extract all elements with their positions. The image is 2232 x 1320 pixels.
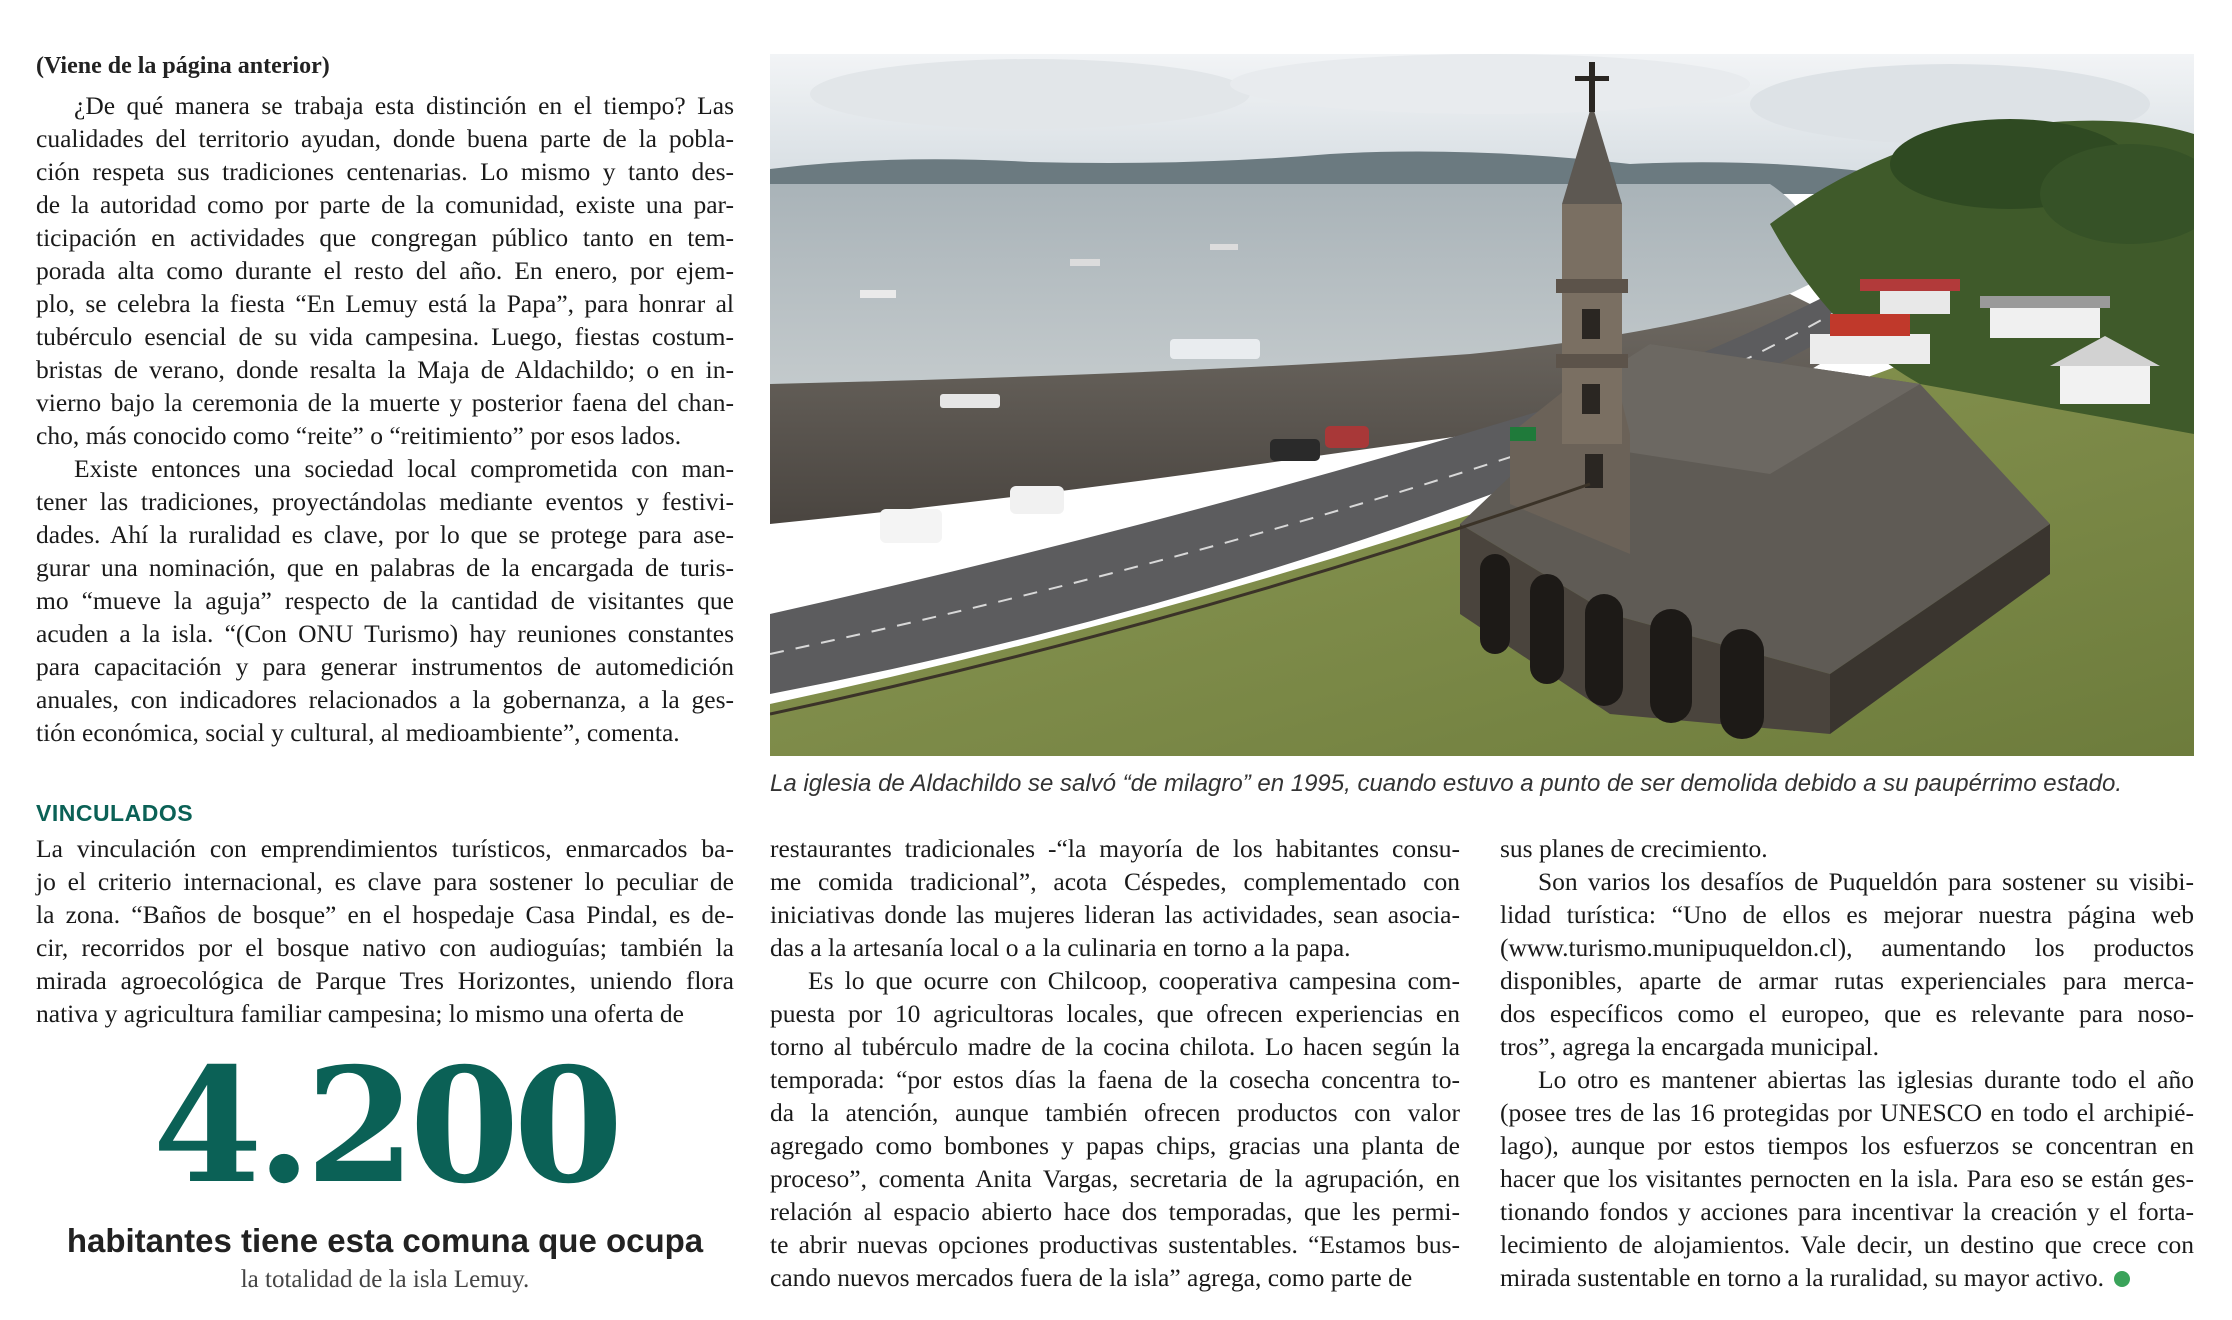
text-line: cir, recorridos por el bosque nativo con audioguías; también la [36, 933, 734, 962]
text-line: tionando fondos y acciones para incentivar la creación y el forta- [1500, 1197, 2194, 1226]
text-line: mirada agroecológica de Parque Tres Horizontes, uniendo flora [36, 966, 734, 995]
text-line: Es lo que ocurre con Chilcoop, cooperativa campesina com- [808, 966, 1460, 995]
column-1-body [36, 89, 734, 749]
column-3-body [1500, 832, 2194, 1294]
paragraph [770, 832, 1460, 964]
text-line: puesta por 10 agricultoras locales, que ofrecen experiencias en [770, 999, 1460, 1028]
text-line: anuales, con indicadores relacionados a la gobernanza, a la ges- [36, 685, 734, 714]
text-line: cho, más conocido como “reite” o “reitimiento” por esos lados. [36, 421, 682, 450]
text-line: mo “mueve la aguja” respecto de la cantidad de visitantes que [36, 586, 734, 615]
text-line: cualidades del territorio ayudan, donde buena parte de la pobla- [36, 124, 734, 153]
text-line: porada alta como durante el resto del año. En enero, por ejem- [36, 256, 734, 285]
article-column-1-section [36, 832, 734, 1030]
text-line: temporada: “por estos días la faena de la cosecha concentra to- [770, 1065, 1460, 1094]
text-line: (www.turismo.munipuqueldon.cl), aumentando los productos [1500, 933, 2194, 962]
text-line: relación al espacio abierto hace dos temporadas, que les permi- [770, 1197, 1460, 1226]
text-line: tión económica, social y cultural, al medioambiente”, comenta. [36, 718, 680, 747]
column-2-body [770, 832, 1460, 1294]
paragraph [1500, 1063, 2194, 1294]
text-line: bristas de verano, donde resalta la Maja de Aldachildo; o en in- [36, 355, 734, 384]
text-line: lidad turística: “Uno de ellos es mejorar nuestra página web [1500, 900, 2194, 929]
vinculados-body [36, 832, 734, 1030]
text-line: dos específicos como el europeo, que es relevante para noso- [1500, 999, 2194, 1028]
text-line: Lo otro es mantener abiertas las iglesias durante todo el año [1538, 1065, 2194, 1094]
paragraph [36, 832, 734, 1030]
text-line: ¿De qué manera se trabaja esta distinción en el tiempo? Las [74, 91, 734, 120]
text-line: acuden a la isla. “(Con ONU Turismo) hay reuniones constantes [36, 619, 734, 648]
article-column-2 [770, 832, 1460, 1294]
paragraph [1500, 832, 2194, 865]
text-line: la zona. “Baños de bosque” en el hospedaje Casa Pindal, es de- [36, 900, 734, 929]
text-line: ticipación en actividades que congregan público tanto en tem- [36, 223, 734, 252]
text-line: plo, se celebra la fiesta “En Lemuy está la Papa”, para honrar al [36, 289, 734, 318]
stat-subcaption: la totalidad de la isla Lemuy. [240, 1266, 530, 1293]
text-line: lecimiento de alojamientos. Vale decir, un destino que crece con [1500, 1230, 2194, 1259]
paragraph [36, 452, 734, 749]
text-line: (posee tres de las 16 protegidas por UNESCO en todo el archipié- [1500, 1098, 2194, 1127]
text-line: tener las tradiciones, proyectándolas mediante eventos y festivi- [36, 487, 734, 516]
text-line: restaurantes tradicionales -“la mayoría de los habitantes consu- [770, 834, 1460, 863]
stat-number: 4.200 [152, 1034, 618, 1219]
paragraph [1500, 865, 2194, 1063]
text-line: tros”, agrega la encargada municipal. [1500, 1032, 1880, 1061]
text-line: jo el criterio internacional, es clave para sostener lo peculiar de [36, 867, 734, 896]
paragraph [770, 964, 1460, 1294]
text-line: cando nuevos mercados fuera de la isla” agrega, como parte de [770, 1263, 1413, 1292]
text-line: iniciativas donde las mujeres lideran las actividades, sean asocia- [770, 900, 1460, 929]
stat-caption: habitantes tiene esta comuna que ocupa [66, 1222, 704, 1259]
text-line: mirada sustentable en torno a la ruralidad, su mayor activo. [1500, 1261, 2194, 1294]
text-line: hacer que los visitantes pernocten en la isla. Para eso se están ges- [1500, 1164, 2194, 1193]
text-line: vierno bajo la ceremonia de la muerte y posterior faena del chan- [36, 388, 734, 417]
text-line: lago), aunque por estos tiempos los esfuerzos se concentran en [1500, 1131, 2194, 1160]
text-line: Existe entonces una sociedad local comprometida con man- [74, 454, 734, 483]
article-column-3 [1500, 832, 2194, 1294]
text-line: La vinculación con emprendimientos turísticos, enmarcados ba- [36, 834, 734, 863]
text-line: agregado como bombones y papas chips, gracias una planta de [770, 1131, 1460, 1160]
text-line: tubérculo esencial de su vida campesina. Luego, fiestas costum- [36, 322, 734, 351]
text-line: da la atención, aunque también ofrecen productos con valor [770, 1098, 1460, 1127]
text-line: torno al tubérculo madre de la cocina chilota. Lo hacen según la [770, 1032, 1460, 1061]
text-line: nativa y agricultura familiar campesina; lo mismo una oferta de [36, 999, 684, 1028]
text-line: para capacitación y para generar instrumentos de automedición [36, 652, 734, 681]
text-line: me comida tradicional”, acota Céspedes, complementado con [770, 867, 1460, 896]
text-line: dades. Ahí la ruralidad es clave, por lo que se protege para ase- [36, 520, 734, 549]
text-line: de la autoridad como por parte de la comunidad, existe una par- [36, 190, 734, 219]
text-line: Son varios los desafíos de Puqueldón para sostener su visibi- [1538, 867, 2194, 896]
text-line: disponibles, aparte de armar rutas experienciales para merca- [1500, 966, 2194, 995]
text-line: gurar una nominación, que en palabras de la encargada de turis- [36, 553, 734, 582]
continuation-note: (Viene de la página anterior) [36, 53, 330, 79]
article-column-1 [36, 50, 734, 749]
text-line: das a la artesanía local o a la culinaria en torno a la papa. [770, 933, 1351, 962]
text-line: sus planes de crecimiento. [1500, 834, 1768, 863]
text-line: te abrir nuevas opciones productivas sustentables. “Estamos bus- [770, 1230, 1460, 1259]
paragraph [36, 89, 734, 452]
church-photo [770, 54, 2194, 756]
end-mark-icon [2114, 1271, 2130, 1287]
text-line: proceso”, comenta Anita Vargas, secretaria de la agrupación, en [770, 1164, 1460, 1193]
text-line: ción respeta sus tradiciones centenarias. Lo mismo y tanto des- [36, 157, 734, 186]
section-heading-vinculados: VINCULADOS [36, 800, 194, 826]
photo-caption: La iglesia de Aldachildo se salvó “de milagro” en 1995, cuando estuvo a punto de ser demolida debido a su paupérrimo estado. [770, 770, 2122, 797]
